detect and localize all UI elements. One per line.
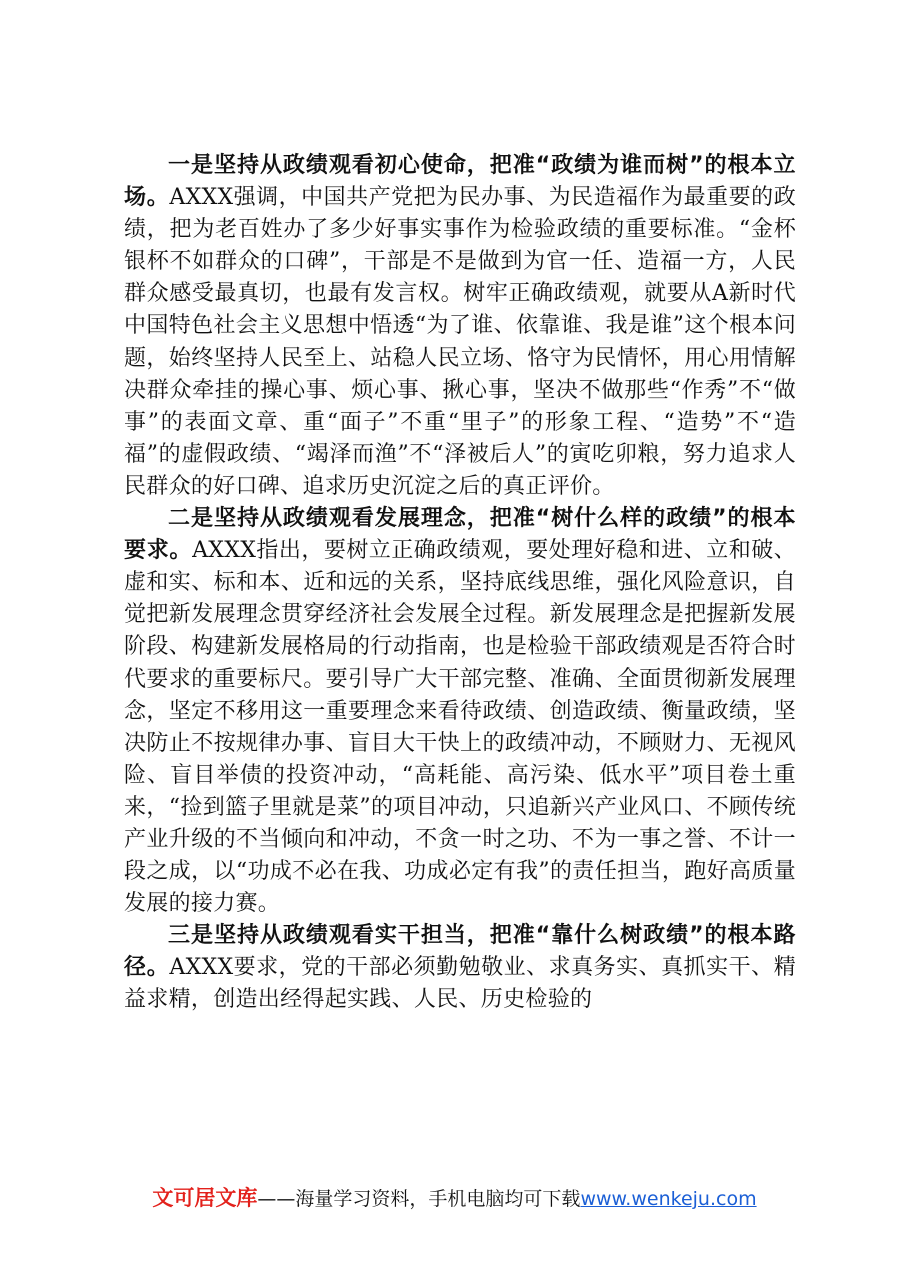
paragraph-1-lead: 一是坚持从政绩观看初心使命，把准“政绩为谁而树”的根本立场。 <box>124 153 796 211</box>
paragraph-3-text: AXXX要求，党的干部必须勤勉敬业、求真务实、真抓实干、精益求精，创造出经得起实践、人民、历史检验的 <box>124 955 796 1013</box>
paragraph-1 <box>124 150 796 503</box>
document-body <box>124 150 796 1017</box>
footer-site-link[interactable]: www.wenkeju.com <box>580 1188 757 1210</box>
page-footer <box>0 1182 909 1212</box>
paragraph-2-lead: 二是坚持从政绩观看发展理念，把准“树什么样的政绩”的根本要求。 <box>124 506 796 564</box>
footer-brand: 文可居文库 <box>152 1186 258 1210</box>
paragraph-2-text: AXXX指出，要树立正确政绩观，要处理好稳和进、立和破、虚和实、标和本、近和远的关系，坚持底线思维，强化风险意识，自觉把新发展理念贯穿经济社会发展全过程。新发展理念是把握新发展阶段、构建新发展格局的行动指南，也是检验干部政绩观是否符合时代要求的重要标尺。要引导广大干部完整、准确、全面贯彻新发展理念，坚定不移用这一重要理念来看待政绩、创造政绩、衡量政绩，坚决防止不按规律办事、盲目大干快上的政绩冲动，不顾财力、无视风险、盲目举债的投资冲动，“高耗能、高污染、低水平”项目卷土重来，“捡到篮子里就是菜”的项目冲动，只追新兴产业风口、不顾传统产业升级的不当倾向和冲动，不贪一时之功、不为一事之誉、不计一段之成，以“功成不必在我、功成必定有我”的责任担当，跑好高质量发展的接力赛。 <box>124 538 796 917</box>
paragraph-1-text: AXXX强调，中国共产党把为民办事、为民造福作为最重要的政绩，把为老百姓办了多少好事实事作为检验政绩的重要标准。“金杯银杯不如群众的口碑”，干部是不是做到为官一任、造福一方，人民群众感受最真切，也最有发言权。树牢正确政绩观，就要从A新时代中国特色社会主义思想中悟透“为了谁、依靠谁、我是谁”这个根本问题，始终坚持人民至上、站稳人民立场、恪守为民情怀，用心用情解决群众牵挂的操心事、烦心事、揪心事，坚决不做那些“作秀”不“做事”的表面文章、重“面子”不重“里子”的形象工程、“造势”不“造福”的虚假政绩、“竭泽而渔”不“泽被后人”的寅吃卯粮，努力追求人民群众的好口碑、追求历史沉淀之后的真正评价。 <box>124 185 796 499</box>
paragraph-3-lead: 三是坚持从政绩观看实干担当，把准“靠什么树政绩”的根本路径。 <box>124 923 796 981</box>
paragraph-3 <box>124 920 796 1016</box>
paragraph-2 <box>124 503 796 920</box>
footer-slogan: ——海量学习资料，手机电脑均可下载 <box>257 1188 581 1210</box>
